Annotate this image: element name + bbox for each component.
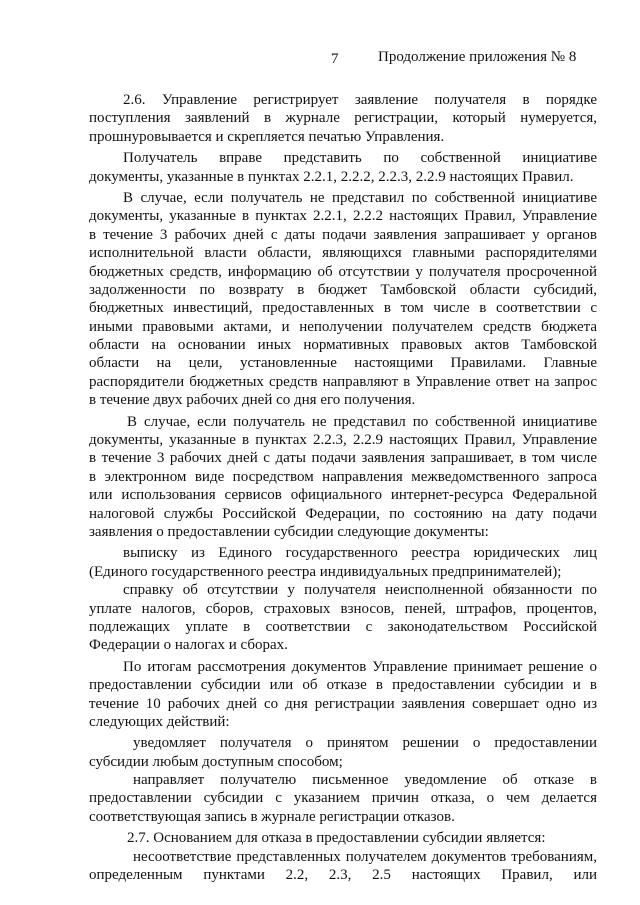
text-line: определенным пунктами 2.2, 2.3, 2.5 настоящих Правил, или (89, 867, 597, 884)
text-line: бюджетных инвестиций, предоставленных в том числе в соответствии с (89, 300, 597, 317)
text-line: уведомляет получателя о принятом решении о предоставлении (133, 735, 597, 752)
text-line: следующих действий: (89, 713, 230, 730)
text-line: области на основании иных нормативных правовых актов Тамбовской (89, 337, 597, 354)
text-line: задолженности по возврату в бюджет Тамбовской области субсидий, (89, 281, 597, 298)
text-line: уплате налогов, сборов, страховых взносов, пеней, штрафов, процентов, (89, 600, 597, 617)
text-line: области на цели, установленные настоящими Правилами. Главные (89, 355, 597, 372)
text-line: в течение двух рабочих дней со дня его получения. (89, 392, 416, 409)
text-line: 2.6. Управление регистрирует заявление получателя в порядке (123, 92, 597, 108)
text-line: заявления о предоставлении субсидии следующие документы: (89, 523, 489, 540)
text-line: Федерации о налогах и сборах. (89, 637, 288, 654)
text-line: субсидии любым доступным способом; (89, 753, 343, 770)
appendix-continuation-title: Продолжение приложения № 8 (378, 49, 577, 65)
text-line: в электронном виде посредством направления межведомственного запроса (89, 468, 597, 485)
text-line: налоговой службы Российской Федерации, по состоянию на дату подачи (89, 505, 597, 522)
text-line: течение 10 рабочих дней со дня регистрации заявления совершает одно из (89, 695, 597, 712)
text-line: В случае, если получатель не представил по собственной инициативе (127, 413, 597, 430)
text-line: бюджетных средств, информацию об отсутствии у получателя просроченной (89, 263, 597, 280)
text-line: предоставлении субсидии или об отказе в предоставлении субсидии и в (89, 677, 597, 694)
text-line: 2.7. Основанием для отказа в предоставлении субсидии является: (127, 830, 546, 847)
text-line: поступления заявлений в журнале регистрации, который нумеруется, (89, 110, 597, 127)
text-line: документы, указанные в пунктах 2.2.3, 2.2.9 настоящих Правил, Управление (89, 432, 597, 449)
text-line: (Единого государственного реестра индивидуальных предпринимателей); (89, 563, 562, 580)
text-line: в течение 3 рабочих дней с даты подачи заявления запрашивает, в том числе (89, 450, 597, 467)
page-number: 7 (331, 51, 339, 67)
document-body (89, 91, 597, 884)
text-line: По итогам рассмотрения документов Управление принимает решение о (123, 658, 597, 675)
text-line: направляет получателю письменное уведомление об отказе в (133, 772, 597, 789)
page-header (0, 49, 640, 71)
text-line: или использования сервисов официального интернет-ресурса Федеральной (89, 487, 597, 504)
text-line: распорядители бюджетных средств направляют в Управление ответ на запрос (89, 373, 597, 390)
text-line: прошнуровывается и скрепляется печатью Управления. (89, 128, 445, 145)
text-line: Получатель вправе представить по собственной инициативе (123, 150, 597, 167)
text-line: документы, указанные в пунктах 2.2.1, 2.2.2 настоящих Правил, Управление (89, 208, 597, 225)
text-line: предоставлении субсидии с указанием причин отказа, о чем делается (89, 790, 597, 807)
text-line: подлежащих уплате в соответствии с законодательством Российской (89, 618, 597, 635)
text-line: несоответствие представленных получателем документов требованиям, (133, 848, 597, 865)
text-line: выписку из Единого государственного реестра юридических лиц (123, 545, 597, 562)
text-line: В случае, если получатель не представил по собственной инициативе (123, 189, 597, 206)
text-line: исполнительной власти области, являющихся главными распорядителями (89, 245, 597, 262)
text-line: иными правовыми актами, и неполучении получателем средств бюджета (89, 318, 597, 335)
text-line: соответствующая запись в журнале регистрации отказов. (89, 808, 455, 825)
text-line: документы, указанные в пунктах 2.2.1, 2.2.2, 2.2.3, 2.2.9 настоящих Правил. (89, 168, 574, 185)
text-line: в течение 3 рабочих дней с даты подачи заявления запрашивает у органов (89, 226, 597, 243)
text-line: справку об отсутствии у получателя неисполненной обязанности по (123, 582, 597, 599)
